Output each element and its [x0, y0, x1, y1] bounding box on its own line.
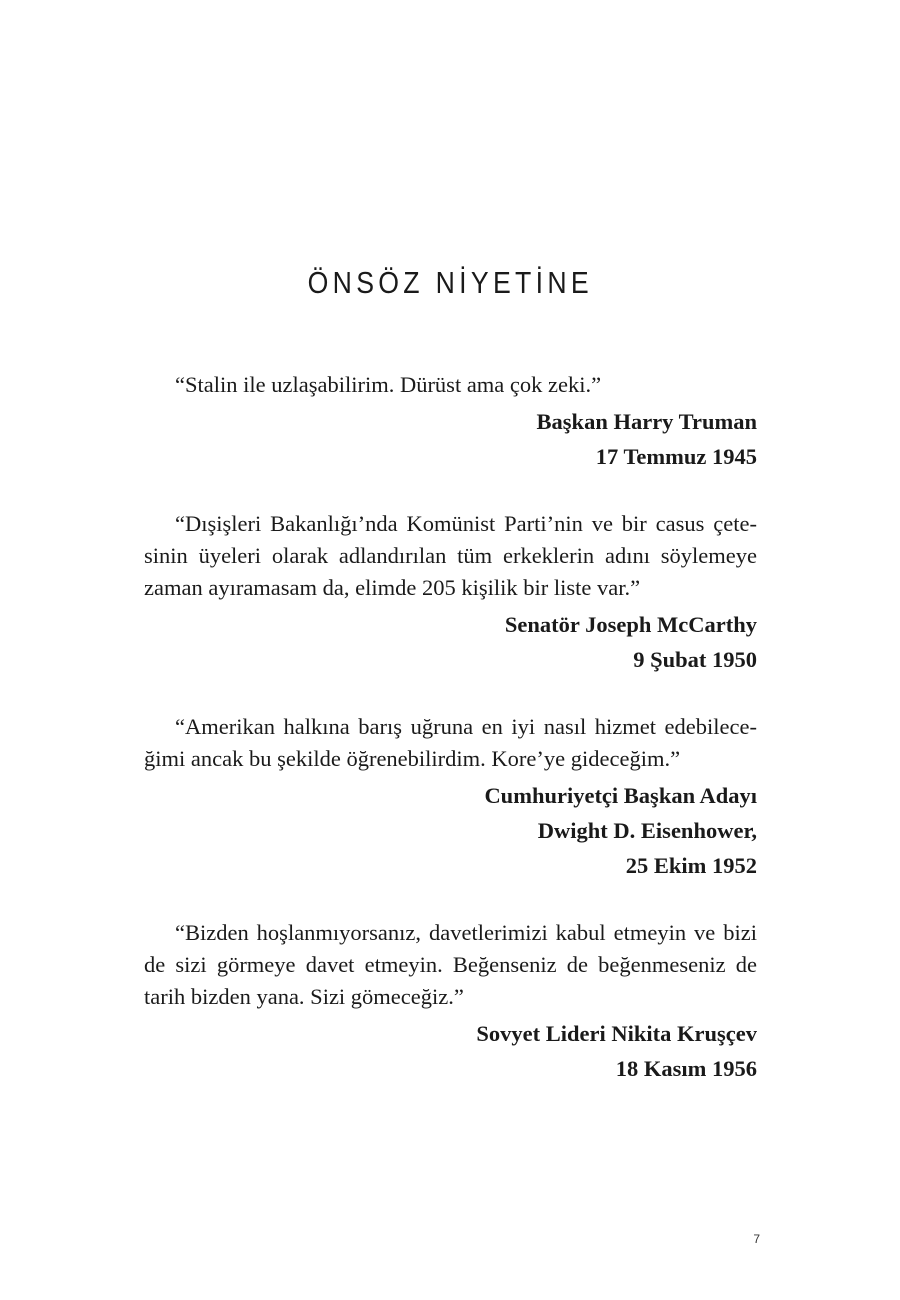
attribution-title: Cumhuriyetçi Başkan Adayı: [484, 783, 757, 808]
quotes-section: [144, 369, 757, 1120]
attribution-name: Başkan Harry Truman: [536, 409, 757, 434]
quote-block-truman: [144, 369, 757, 474]
quote-block-khrushchev: [144, 917, 757, 1086]
attribution-date: 9 Şubat 1950: [633, 647, 757, 672]
attribution-name: Senatör Joseph McCarthy: [504, 612, 757, 637]
attribution-date: 25 Ekim 1952: [625, 853, 757, 878]
quote-block-eisenhower: [144, 711, 757, 883]
quote-text: “Bizden hoşlanmıyorsanız, davetlerimizi kabul etmeyin ve bizi de sizi görmeye davet etmeyin. Beğenseniz de beğenmeseniz de tarih bizden yana. Sizi gömeceğiz.”: [144, 920, 757, 1009]
attribution-date: 18 Kasım 1956: [615, 1056, 757, 1081]
attribution-date: 17 Temmuz 1945: [595, 444, 757, 469]
attribution-name: Sovyet Lideri Nikita Kruşçev: [476, 1021, 757, 1046]
page-title: ÖNSÖZ NİYETİNE: [307, 265, 593, 300]
quote-block-mccarthy: [144, 508, 757, 677]
quote-text: “Stalin ile uzlaşabilirim. Dürüst ama çok zeki.”: [175, 372, 602, 397]
page-number: 7: [753, 1232, 760, 1246]
quote-text: “Dışişleri Bakanlığı’nda Komünist Parti’nin ve bir casus çete-sinin üyeleri olarak adlandırılan tüm erkeklerin adını söylemeye zaman ayıramasam da, elimde 205 kişilik bir liste var.”: [144, 511, 757, 600]
quote-text: “Amerikan halkına barış uğruna en iyi nasıl hizmet edebilece-ğimi ancak bu şekilde öğrenebilirdim. Kore’ye gideceğim.”: [144, 714, 757, 771]
attribution-name: Dwight D. Eisenhower,: [537, 818, 757, 843]
